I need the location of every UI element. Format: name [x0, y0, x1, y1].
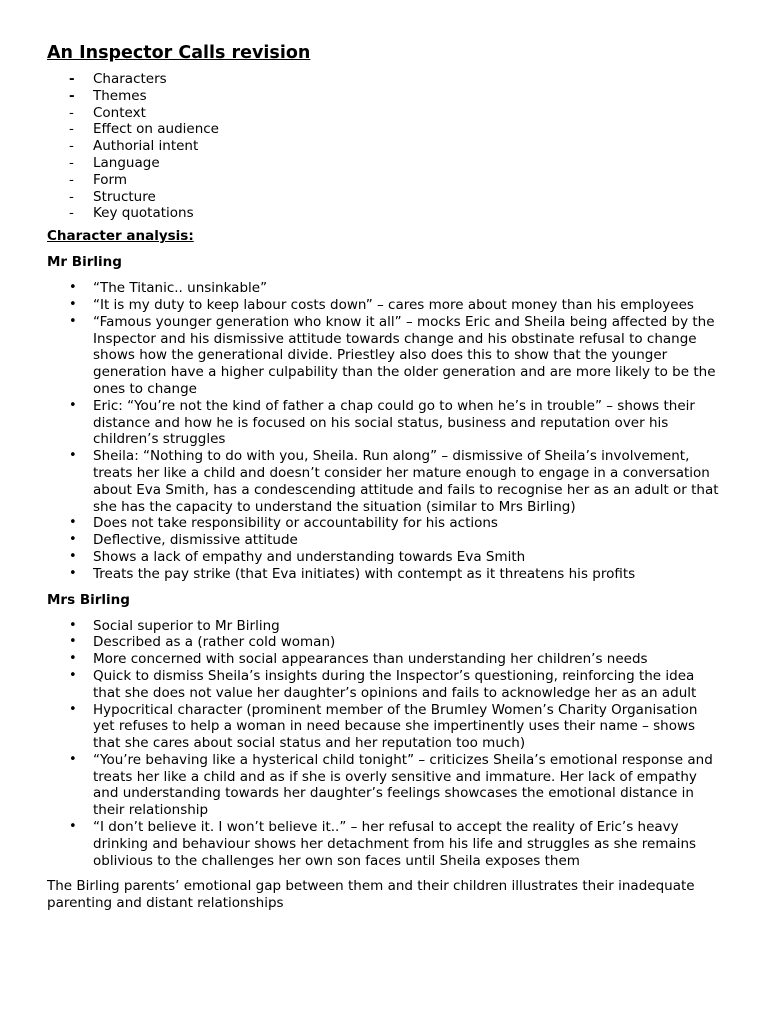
mrs-birling-heading: Mrs Birling — [47, 591, 130, 608]
point-text: Shows a lack of empathy and understanding towards Eva Smith — [93, 548, 526, 565]
character-analysis-heading: Character analysis: — [47, 228, 194, 245]
point-text: “It is my duty to keep labour costs down” – cares more about money than his employees — [93, 296, 694, 313]
bullet-marker: • — [69, 280, 77, 296]
topic-label: Language — [93, 154, 160, 171]
document-page — [47, 42, 727, 912]
point-text: Deflective, dismissive attitude — [93, 532, 298, 549]
dash-marker: - — [69, 205, 74, 222]
topic-label: Structure — [93, 188, 156, 205]
list-item — [47, 752, 727, 819]
topic-item — [47, 205, 727, 222]
topic-item — [47, 155, 727, 172]
bullet-marker: • — [69, 565, 77, 581]
bullet-marker: • — [69, 548, 77, 564]
point-text: Quick to dismiss Sheila’s insights during the Inspector’s questioning, reinforcing the idea that she does not value her daughter’s opinions and fails to acknowledge her as an adult — [93, 667, 697, 701]
topic-item — [47, 189, 727, 206]
bullet-marker: • — [69, 397, 77, 413]
point-text: Does not take responsibility or accountability for his actions — [93, 515, 498, 532]
topic-label: Themes — [93, 87, 147, 104]
topic-item — [47, 71, 727, 88]
topic-label: Key quotations — [93, 205, 194, 222]
point-text: “Famous younger generation who know it all” – mocks Eric and Sheila being affected by the Inspector and his dismissive attitude towards change and his obstinate refusal to change shows how the generational divide. Priestley also does this to show that the younger generation have a higher culpability than the older generation and are more likely to be the ones to change — [93, 313, 716, 397]
list-item — [47, 448, 727, 515]
bullet-marker: • — [69, 751, 77, 767]
closing-paragraph: The Birling parents’ emotional gap between them and their children illustrates their inadequate parenting and distant relationships — [47, 878, 695, 912]
point-text: Social superior to Mr Birling — [93, 617, 280, 634]
list-item — [47, 634, 727, 651]
mr-birling-points — [47, 280, 727, 582]
topic-label: Characters — [93, 71, 167, 87]
point-text: Treats the pay strike (that Eva initiates) with contempt as it threatens his profits — [93, 565, 636, 582]
point-text: “I don’t believe it. I won’t believe it..” – her refusal to accept the reality of Eric’s heavy drinking and behaviour shows her detachment from his life and struggles as she remains oblivious to the challenges her own son faces until Sheila exposes them — [93, 819, 697, 869]
topic-label: Effect on audience — [93, 121, 219, 138]
bullet-marker: • — [69, 296, 77, 312]
list-item — [47, 280, 727, 297]
topic-label: Form — [93, 171, 128, 188]
bullet-marker: • — [69, 819, 77, 835]
list-item — [47, 515, 727, 532]
list-item — [47, 297, 727, 314]
dash-marker: - — [69, 138, 74, 155]
document-title: An Inspector Calls revision — [47, 43, 311, 63]
topic-item — [47, 88, 727, 105]
point-text: “You’re behaving like a hysterical child tonight” – criticizes Sheila’s emotional response and treats her like a child and as if she is overly sensitive and immature. Her lack of empathy and understanding towards her daughter’s feelings showcases the emotional distance in their relationship — [93, 751, 713, 819]
dash-marker: - — [69, 121, 74, 138]
bullet-marker: • — [69, 617, 77, 633]
bullet-marker: • — [69, 667, 77, 683]
topic-item — [47, 105, 727, 122]
point-text: Described as a (rather cold woman) — [93, 634, 336, 651]
topic-item — [47, 172, 727, 189]
point-text: Sheila: “Nothing to do with you, Sheila. Run along” – dismissive of Sheila’s involvement, treats her like a child and doesn’t consider her mature enough to engage in a conversation about Eva Smith, has a condescending attitude and fails to recognise her as an adult or that she has the capacity to understand the situation (similar to Mrs Birling) — [93, 448, 719, 515]
bullet-marker: • — [69, 701, 77, 717]
topic-item — [47, 138, 727, 155]
list-item — [47, 702, 727, 752]
topic-label: Context — [93, 104, 146, 121]
dash-marker: - — [69, 154, 74, 171]
dash-marker: - — [69, 104, 74, 121]
list-item — [47, 819, 727, 869]
list-item — [47, 618, 727, 635]
topic-item — [47, 121, 727, 138]
list-item — [47, 532, 727, 549]
bullet-marker: • — [69, 532, 77, 548]
list-item — [47, 549, 727, 566]
list-item — [47, 668, 727, 702]
point-text: Hypocritical character (prominent member of the Brumley Women’s Charity Organisation yet refuses to help a woman in need because she impertinently uses their name – shows that she cares about social status and her reputation too much) — [93, 701, 698, 752]
dash-marker: - — [69, 87, 75, 104]
dash-marker: - — [69, 188, 74, 205]
revision-topics-list — [47, 71, 727, 222]
mrs-birling-points — [47, 618, 727, 870]
point-text: “The Titanic.. unsinkable” — [93, 280, 268, 297]
topic-label: Authorial intent — [93, 138, 199, 155]
point-text: Eric: “You’re not the kind of father a chap could go to when he’s in trouble” – shows their distance and how he is focused on his social status, business and reputation over his children’s struggles — [93, 397, 695, 448]
point-text: More concerned with social appearances than understanding her children’s needs — [93, 651, 648, 668]
mr-birling-heading: Mr Birling — [47, 254, 122, 271]
bullet-marker: • — [69, 651, 77, 667]
bullet-marker: • — [69, 448, 77, 464]
list-item — [47, 651, 727, 668]
dash-marker: - — [69, 71, 75, 87]
list-item — [47, 566, 727, 583]
bullet-marker: • — [69, 515, 77, 531]
list-item — [47, 314, 727, 398]
bullet-marker: • — [69, 313, 77, 329]
bullet-marker: • — [69, 634, 77, 650]
list-item — [47, 398, 727, 448]
dash-marker: - — [69, 171, 74, 188]
